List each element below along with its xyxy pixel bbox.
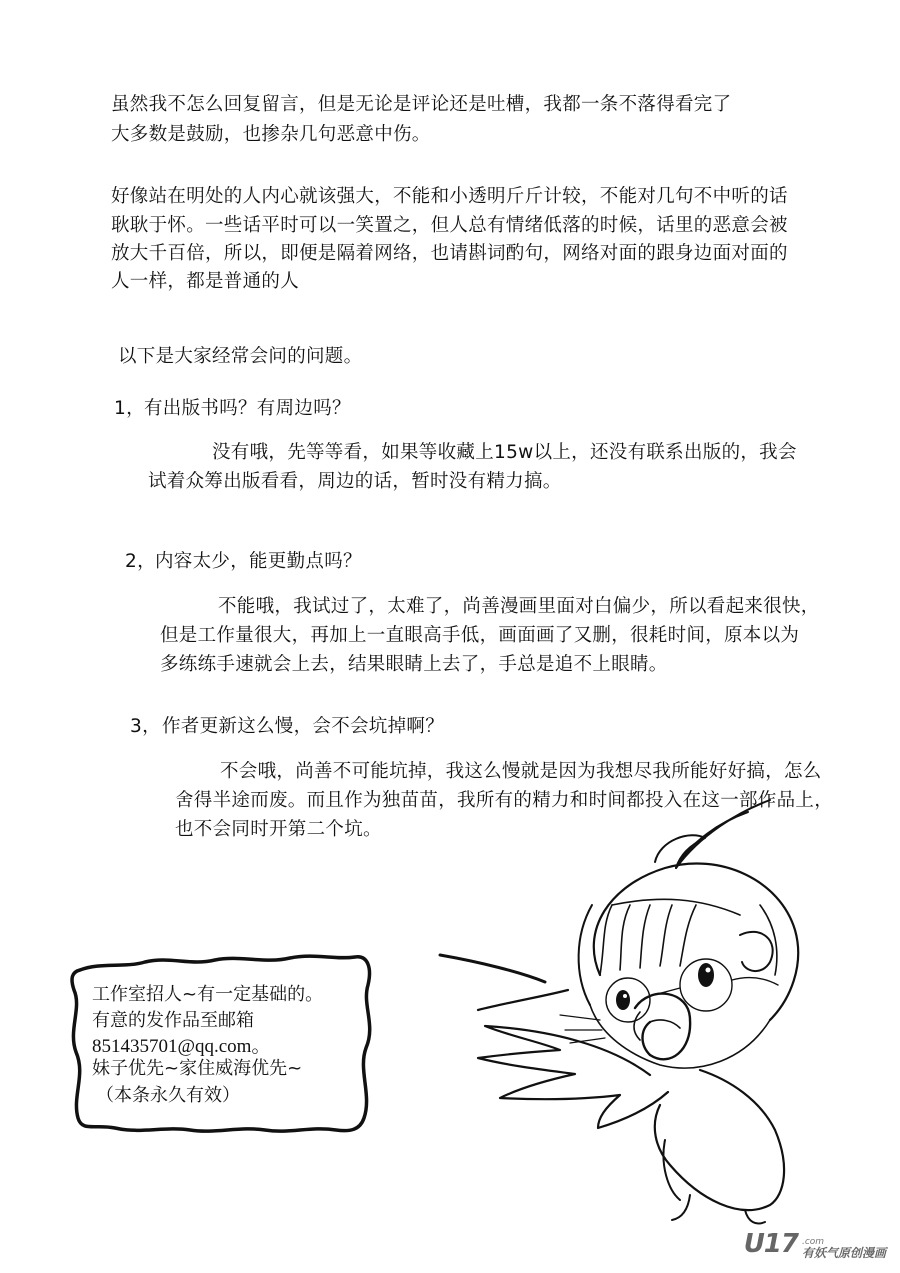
faq-3-question: 作者更新这么慢，会不会坑掉啊？ bbox=[162, 716, 445, 737]
recruit-email: 851435701@qq.com。 bbox=[92, 1036, 271, 1057]
character-ear bbox=[740, 932, 773, 971]
u17-logo bbox=[744, 1229, 886, 1259]
faq-1-question: 有出版书吗？有周边吗？ bbox=[144, 398, 351, 419]
motion-line-1 bbox=[440, 955, 545, 982]
faq-1-answer-line-2: 试着众筹出版看看，周边的话，暂时没有精力搞。 bbox=[148, 471, 562, 492]
u17-logo-mark: U17 bbox=[743, 1229, 798, 1259]
motion-line-2 bbox=[478, 990, 568, 1010]
faq-3-answer-line-1: 不会哦，尚善不可能坑掉，我这么慢就是因为我想尽我所能好好搞，怎么 bbox=[220, 761, 822, 782]
faq-2-number: 2， bbox=[125, 551, 156, 572]
intro-line-2: 大多数是鼓励，也掺杂几句恶意中伤。 bbox=[111, 124, 431, 145]
character-beak bbox=[635, 994, 690, 1060]
character-leg-left bbox=[672, 1195, 690, 1220]
faq-2-question: 内容太少，能更勤点吗？ bbox=[155, 551, 362, 572]
recruit-line-1: 工作室招人~有一定基础的。 bbox=[92, 984, 324, 1005]
paragraph-line-4: 人一样，都是普通的人 bbox=[111, 271, 300, 292]
character-eye-left bbox=[616, 990, 630, 1010]
u17-logo-slogan: 有妖气原创漫画 bbox=[801, 1246, 886, 1260]
faq-2-answer-line-3: 多练练手速就会上去，结果眼睛上去了，手总是追不上眼睛。 bbox=[160, 654, 668, 675]
paragraph-line-3: 放大千百倍，所以，即便是隔着网络，也请斟词酌句，网络对面的跟身边面对面的 bbox=[111, 243, 788, 264]
paragraph-line-2: 耿耿于怀。一些话平时可以一笑置之，但人总有情绪低落的时候，话里的恶意会被 bbox=[111, 215, 788, 236]
character-wing bbox=[478, 1026, 668, 1128]
intro-line-1: 虽然我不怎么回复留言，但是无论是评论还是吐槽，我都一条不落得看完了 bbox=[111, 94, 732, 115]
faq-3-answer-line-2: 舍得半途而废。而且作为独苗苗，我所有的精力和时间都投入在这一部作品上， bbox=[175, 790, 834, 811]
faq-2-answer-line-1: 不能哦，我试过了，太难了，尚善漫画里面对白偏少，所以看起来很快， bbox=[218, 596, 820, 617]
faq-3-number: 3， bbox=[130, 716, 161, 737]
character-eye-right bbox=[698, 963, 714, 987]
recruit-line-2: 有意的发作品至邮箱 bbox=[92, 1010, 254, 1031]
faq-3-answer-line-3: 也不会同时开第二个坑。 bbox=[175, 819, 382, 840]
faq-1-answer-line-1: 没有哦，先等等看，如果等收藏上15w以上，还没有联系出版的，我会 bbox=[212, 442, 797, 463]
character-leg-right bbox=[745, 1210, 765, 1224]
paragraph-line-1: 好像站在明处的人内心就该强大，不能和小透明斤斤计较，不能对几句不中听的话 bbox=[111, 186, 788, 207]
faq-2-answer-line-2: 但是工作量很大，再加上一直眼高手低，画面画了又删，很耗时间，原本以为 bbox=[160, 625, 800, 646]
faq-intro: 以下是大家经常会问的问题。 bbox=[118, 346, 363, 367]
character-body bbox=[655, 1070, 784, 1210]
faq-1-number: 1， bbox=[114, 398, 145, 419]
recruit-line-5: （本条永久有效） bbox=[96, 1085, 240, 1106]
recruit-line-4: 妹子优先~家住威海优先~ bbox=[92, 1058, 303, 1079]
u17-logo-domain: .com bbox=[801, 1237, 825, 1247]
